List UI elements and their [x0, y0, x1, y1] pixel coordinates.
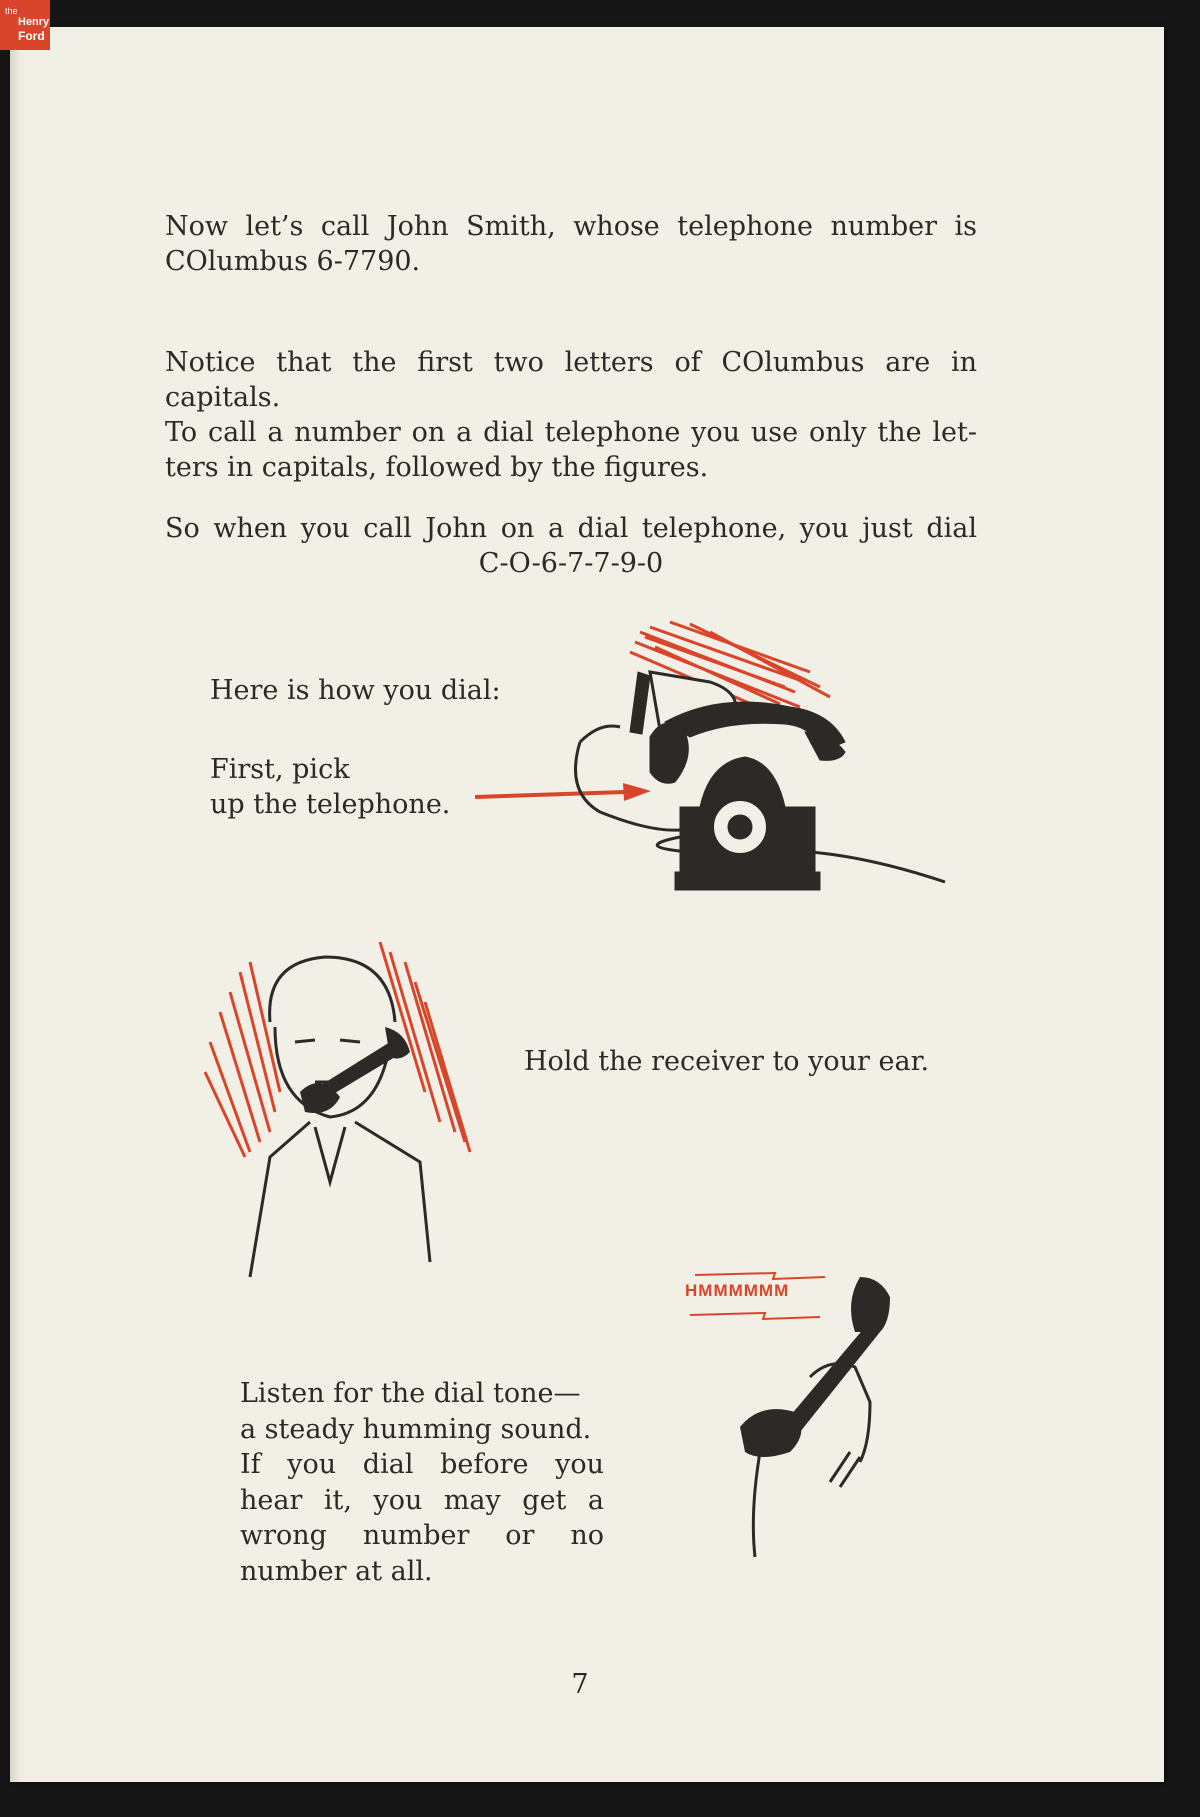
page-number: 7 [571, 1669, 589, 1700]
paragraph-line: ters in capitals, followed by the figures. [165, 452, 709, 483]
step-line: number at all. [240, 1555, 433, 1587]
paragraph-line: COlumbus 6-7790. [165, 246, 421, 277]
paragraph-line: So when you call John on a dial telephone, you just dial [165, 513, 977, 544]
paragraph-dial-sequence [165, 511, 977, 581]
telephone-illustration [570, 612, 950, 932]
step-line: up the telephone. [210, 789, 451, 820]
paragraph-line: Notice that the first two letters of COlumbus are in capitals. [165, 347, 977, 413]
paragraph-call-john [165, 209, 977, 279]
step-line: If you dial before you [240, 1449, 604, 1480]
henry-ford-logo: the Henry Ford [0, 0, 50, 50]
step-listen-dial-tone [240, 1376, 604, 1589]
step-line: First, pick [210, 754, 350, 785]
step-line: hear it, you may get a [240, 1484, 604, 1516]
step-line: Listen for the dial tone— [240, 1378, 581, 1409]
boy-on-phone-illustration [190, 932, 520, 1292]
step-line: wrong number or no [240, 1520, 604, 1551]
paragraph-line: To call a number on a dial telephone you use only the let- [165, 417, 977, 448]
hand-holding-receiver-illustration [730, 1272, 930, 1562]
paragraph-capitals [165, 345, 977, 485]
step-line: a steady humming sound. [240, 1413, 592, 1445]
how-to-dial-heading: Here is how you dial: [210, 675, 501, 706]
paragraph-line: Now let’s call John Smith, whose telephone number is [165, 211, 977, 242]
booklet-page [10, 27, 1164, 1782]
dial-sequence: C-O-6-7-7-9-0 [478, 548, 664, 579]
step-hold-receiver: Hold the receiver to your ear. [524, 1046, 930, 1077]
step-pick-up [210, 752, 470, 822]
page-edge-shadow [10, 27, 24, 1782]
dial-tone-label: HMMMMMM [685, 1281, 790, 1300]
